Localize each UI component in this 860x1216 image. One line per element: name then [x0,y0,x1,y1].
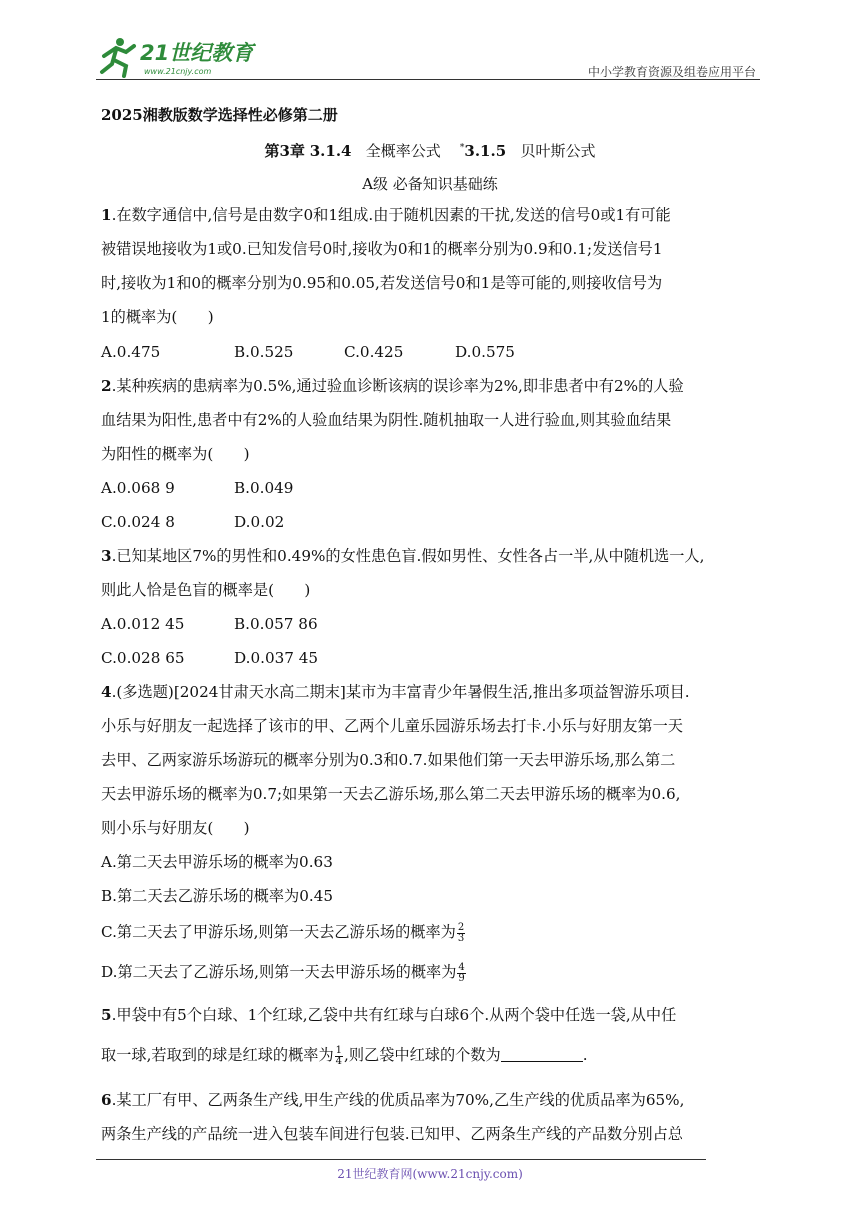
q3-text: .已知某地区7%的男性和0.49%的女性患色盲.假如男性、女性各占一半,从中随机选一人, [111,547,705,565]
q4-line-2: 小乐与好朋友一起选择了该市的甲、乙两个儿童乐园游乐场去打卡.小乐与好朋友第一天 [101,717,683,735]
q6-line-2: 两条生产线的产品统一进入包装车间进行包装.已知甲、乙两条生产线的产品数分别占总 [101,1125,683,1143]
q2-line-1 [101,376,761,396]
q4-line-1 [101,682,761,702]
footer-link[interactable]: 21世纪教育网(www.21cnjy.com) [337,1167,523,1181]
platform-name: 中小学教育资源及组卷应用平台 [587,65,756,79]
section1-name: 全概率公式 [365,142,441,160]
q4-option-d-text: D.第二天去了乙游乐场,则第一天去甲游乐场的概率为 [101,963,457,981]
frac-num: 4 [458,961,465,973]
logo-url: www.21cnjy.com [144,67,212,76]
q4-option-b: B.第二天去乙游乐场的概率为0.45 [101,887,334,905]
frac-den: 4 [335,1055,343,1067]
section2-number: 3.1.5 [464,142,507,160]
q1-option-d: D.0.575 [455,343,515,361]
logo-text: 21世纪教育 [140,41,254,65]
q5-text: .甲袋中有5个白球、1个红球,乙袋中共有红球与白球6个.从两个袋中任选一袋,从中任 [111,1006,677,1024]
logo-21cnjy [96,34,256,78]
q4-option-a: A.第二天去甲游乐场的概率为0.63 [101,853,333,871]
q3-number: 3 [101,547,112,565]
answer-blank[interactable] [501,1047,583,1062]
q6-line-1 [101,1090,761,1110]
q5-line-2 [101,1045,761,1067]
q1-line-3: 时,接收为1和0的概率分别为0.95和0.05,若发送信号0和1是等可能的,则接收信号为 [101,274,663,292]
level-heading: A级 必备知识基础练 [362,175,498,193]
q2-option-d: D.0.02 [234,513,285,531]
q6-number: 6 [101,1091,112,1109]
q4-option-d [101,962,761,984]
q2-option-b: B.0.049 [234,479,294,497]
q2-options-row1 [101,478,761,498]
q5-text-b: ,则乙袋中红球的个数为 [344,1046,501,1064]
q4-option-c-text: C.第二天去了甲游乐场,则第一天去乙游乐场的概率为 [101,923,456,941]
q1-line-1 [101,205,761,225]
q4-line-3: 去甲、乙两家游乐场游玩的概率分别为0.3和0.7.如果他们第一天去甲游乐场,那么第二 [101,751,676,769]
q3-options-row1 [101,614,761,634]
q2-text: .某种疾病的患病率为0.5%,通过验血诊断该病的误诊率为2%,即非患者中有2%的人验 [111,377,684,395]
frac-num: 1 [335,1044,343,1056]
q1-options [101,342,761,362]
q3-option-c: C.0.028 65 [101,649,185,667]
frac-den: 3 [457,932,465,944]
doc-title: 2025湘教版数学选择性必修第二册 [101,106,338,124]
q2-options-row2 [101,512,761,532]
q3-line-2: 则此人恰是色盲的概率是( ) [101,581,311,599]
q4-line-4: 天去甲游乐场的概率为0.7;如果第一天去乙游乐场,那么第二天去甲游乐场的概率为0.6, [101,785,681,803]
q1-option-a: A.0.475 [101,343,161,361]
frac-num: 2 [457,921,465,933]
fraction-4-9 [457,963,465,984]
chapter-title [0,140,860,161]
q1-number: 1 [101,206,112,224]
q2-line-2: 血结果为阳性,患者中有2%的人验血结果为阴性.随机抽取一人进行验血,则其验血结果 [101,411,672,429]
q1-option-b: B.0.525 [234,343,294,361]
q4-text: .(多选题)[2024甘肃天水高二期末]某市为丰富青少年暑假生活,推出多项益智游乐项目. [111,683,690,701]
q1-line-4: 1的概率为( ) [101,308,214,326]
q6-text: .某工厂有甲、乙两条生产线,甲生产线的优质品率为70%,乙生产线的优质品率为65%, [111,1091,685,1109]
q5-text-end: . [582,1046,588,1064]
q4-number: 4 [101,683,112,701]
q3-options-row2 [101,648,761,668]
fraction-2-3 [457,923,465,944]
q3-option-d: D.0.037 45 [234,649,319,667]
q1-line-2: 被错误地接收为1或0.已知发信号0时,接收为0和1的概率分别为0.9和0.1;发送信号1 [101,240,663,258]
section1-number: 3.1.4 [309,142,352,160]
header-rule [96,79,760,80]
optional-star: * [459,143,465,153]
q5-number: 5 [101,1006,112,1024]
section2-name: 贝叶斯公式 [520,142,596,160]
chapter-prefix: 第3章 [264,142,305,160]
q4-line-5: 则小乐与好朋友( ) [101,819,250,837]
frac-den: 9 [458,972,465,984]
q1-text: .在数字通信中,信号是由数字0和1组成.由于随机因素的干扰,发送的信号0或1有可能 [111,206,671,224]
fraction-1-4 [335,1046,343,1067]
q5-line-1 [101,1005,761,1025]
q2-option-a: A.0.068 9 [101,479,175,497]
q1-option-c: C.0.425 [344,343,404,361]
page-header [96,30,760,78]
footer-rule [96,1159,706,1160]
q5-text-a: 取一球,若取到的球是红球的概率为 [101,1046,334,1064]
q2-number: 2 [101,377,112,395]
q4-option-c [101,922,761,944]
q3-option-a: A.0.012 45 [101,615,185,633]
q2-line-3: 为阳性的概率为( ) [101,445,250,463]
q3-option-b: B.0.057 86 [234,615,318,633]
q2-option-c: C.0.024 8 [101,513,175,531]
q3-line-1 [101,546,761,566]
